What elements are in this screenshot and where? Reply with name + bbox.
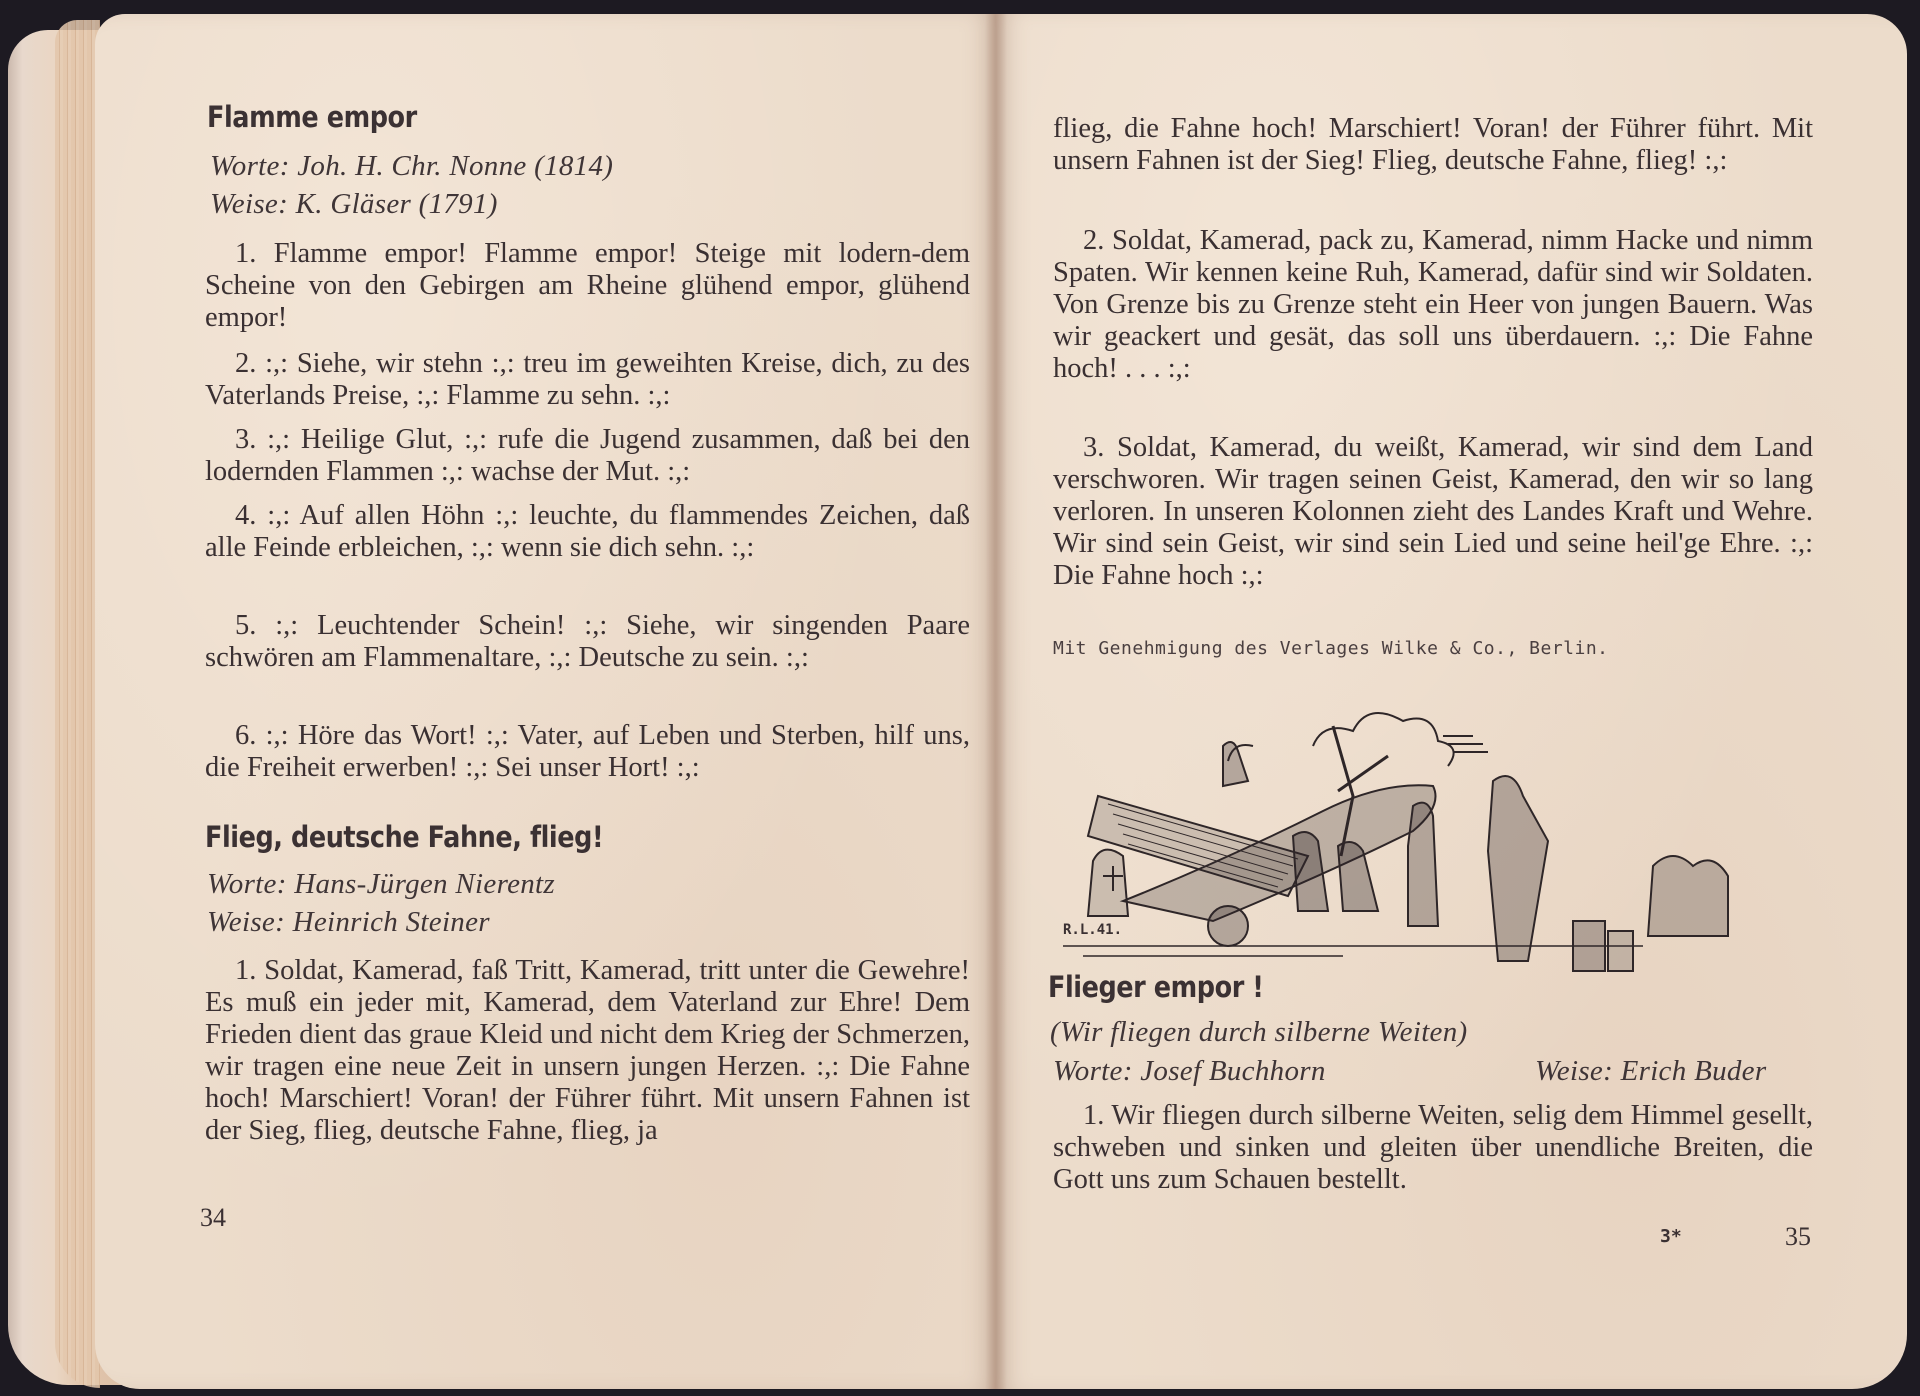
aircraft-illustration xyxy=(1053,686,1843,986)
verse: 2. Soldat, Kamerad, pack zu, Kamerad, nimm Hacke und nimm Spaten. Wir kennen keine Ruh, Kamerad, dafür sind wir Soldaten. Von Grenze bis zu Grenze steht ein Heer von jungen Bauern. Was wir geackert und gesät, das soll uns überdauern. :,: Die Fahne hoch! . . . :,: xyxy=(1053,225,1813,384)
song-title-flieg-deutsche-fahne: Flieg, deutsche Fahne, flieg! xyxy=(205,820,604,854)
signature-mark: 3* xyxy=(1660,1226,1682,1247)
permission-note: Mit Genehmigung des Verlages Wilke & Co., Berlin. xyxy=(1053,638,1609,659)
verse: 5. :,: Leuchtender Schein! :,: Siehe, wir singenden Paare schwören am Flammenaltare, :,: Deutsche zu sein. :,: xyxy=(205,610,970,673)
song-words-credit: Worte: Hans-Jürgen Nierentz xyxy=(207,868,556,900)
verse-continuation: flieg, die Fahne hoch! Marschiert! Voran! der Führer führt. Mit unsern Fahnen ist der Sieg! Flieg, deutsche Fahne, flieg! :,: xyxy=(1053,113,1813,176)
page-number-left: 34 xyxy=(200,1203,226,1232)
page-edge-lines xyxy=(55,20,100,1388)
page-number-right: 35 xyxy=(1785,1222,1811,1251)
song-title-flieger-empor: Flieger empor ! xyxy=(1048,970,1264,1004)
song-words-credit: Worte: Joh. H. Chr. Nonne (1814) xyxy=(210,150,614,182)
verse: 1. Wir fliegen durch silberne Weiten, selig dem Himmel gesellt, schweben und sinken und gleiten über unendliche Breiten, die Gott uns zum Schauen bestellt. xyxy=(1053,1100,1813,1195)
song-subtitle: (Wir fliegen durch silberne Weiten) xyxy=(1050,1016,1468,1048)
artist-signature: R.L.41. xyxy=(1063,922,1123,938)
airplane-drawing-icon xyxy=(1053,686,1843,986)
song-title-flamme-empor: Flamme empor xyxy=(207,100,417,134)
verse: 4. :,: Auf allen Höhn :,: leuchte, du flammendes Zeichen, daß alle Feinde erbleichen, :,: wenn sie dich sehn. :,: xyxy=(205,500,970,563)
verse: 3. :,: Heilige Glut, :,: rufe die Jugend zusammen, daß bei den lodernden Flammen :,: wachse der Mut. :,: xyxy=(205,424,970,487)
book-spine xyxy=(985,14,1007,1389)
verse: 2. :,: Siehe, wir stehn :,: treu im geweihten Kreise, dich, zu des Vaterlands Preise, :,: Flamme zu sehn. :,: xyxy=(205,348,970,411)
verse: 1. Flamme empor! Flamme empor! Steige mit lodern-dem Scheine von den Gebirgen am Rheine glühend empor, glühend empor! xyxy=(205,238,970,333)
verse: 3. Soldat, Kamerad, du weißt, Kamerad, wir sind dem Land verschworen. Wir tragen seinen Geist, Kamerad, den wir so lang verloren. In unseren Kolonnen zieht des Landes Kraft und Wehre. Wir sind sein Geist, wir sind sein Lied und seine heil'ge Ehre. :,: Die Fahne hoch :,: xyxy=(1053,432,1813,591)
song-words-credit: Worte: Josef Buchhorn xyxy=(1053,1055,1326,1087)
verse: 6. :,: Höre das Wort! :,: Vater, auf Leben und Sterben, hilf uns, die Freiheit erwerben! :,: Sei unser Hort! :,: xyxy=(205,720,970,783)
song-melody-credit: Weise: Erich Buder xyxy=(1535,1055,1767,1087)
song-melody-credit: Weise: K. Gläser (1791) xyxy=(210,188,498,220)
verse: 1. Soldat, Kamerad, faß Tritt, Kamerad, tritt unter die Gewehre! Es muß ein jeder mit, Kamerad, dem Vaterland zur Ehre! Dem Frieden dient das graue Kleid und nicht dem Krieg der Schmerzen, wir tragen eine neue Zeit in unsern jungen Herzen. :,: Die Fahne hoch! Marschiert! Voran! der Führer führt. Mit unsern Fahnen ist der Sieg, flieg, deutsche Fahne, flieg, ja xyxy=(205,955,970,1146)
song-melody-credit: Weise: Heinrich Steiner xyxy=(207,906,490,938)
